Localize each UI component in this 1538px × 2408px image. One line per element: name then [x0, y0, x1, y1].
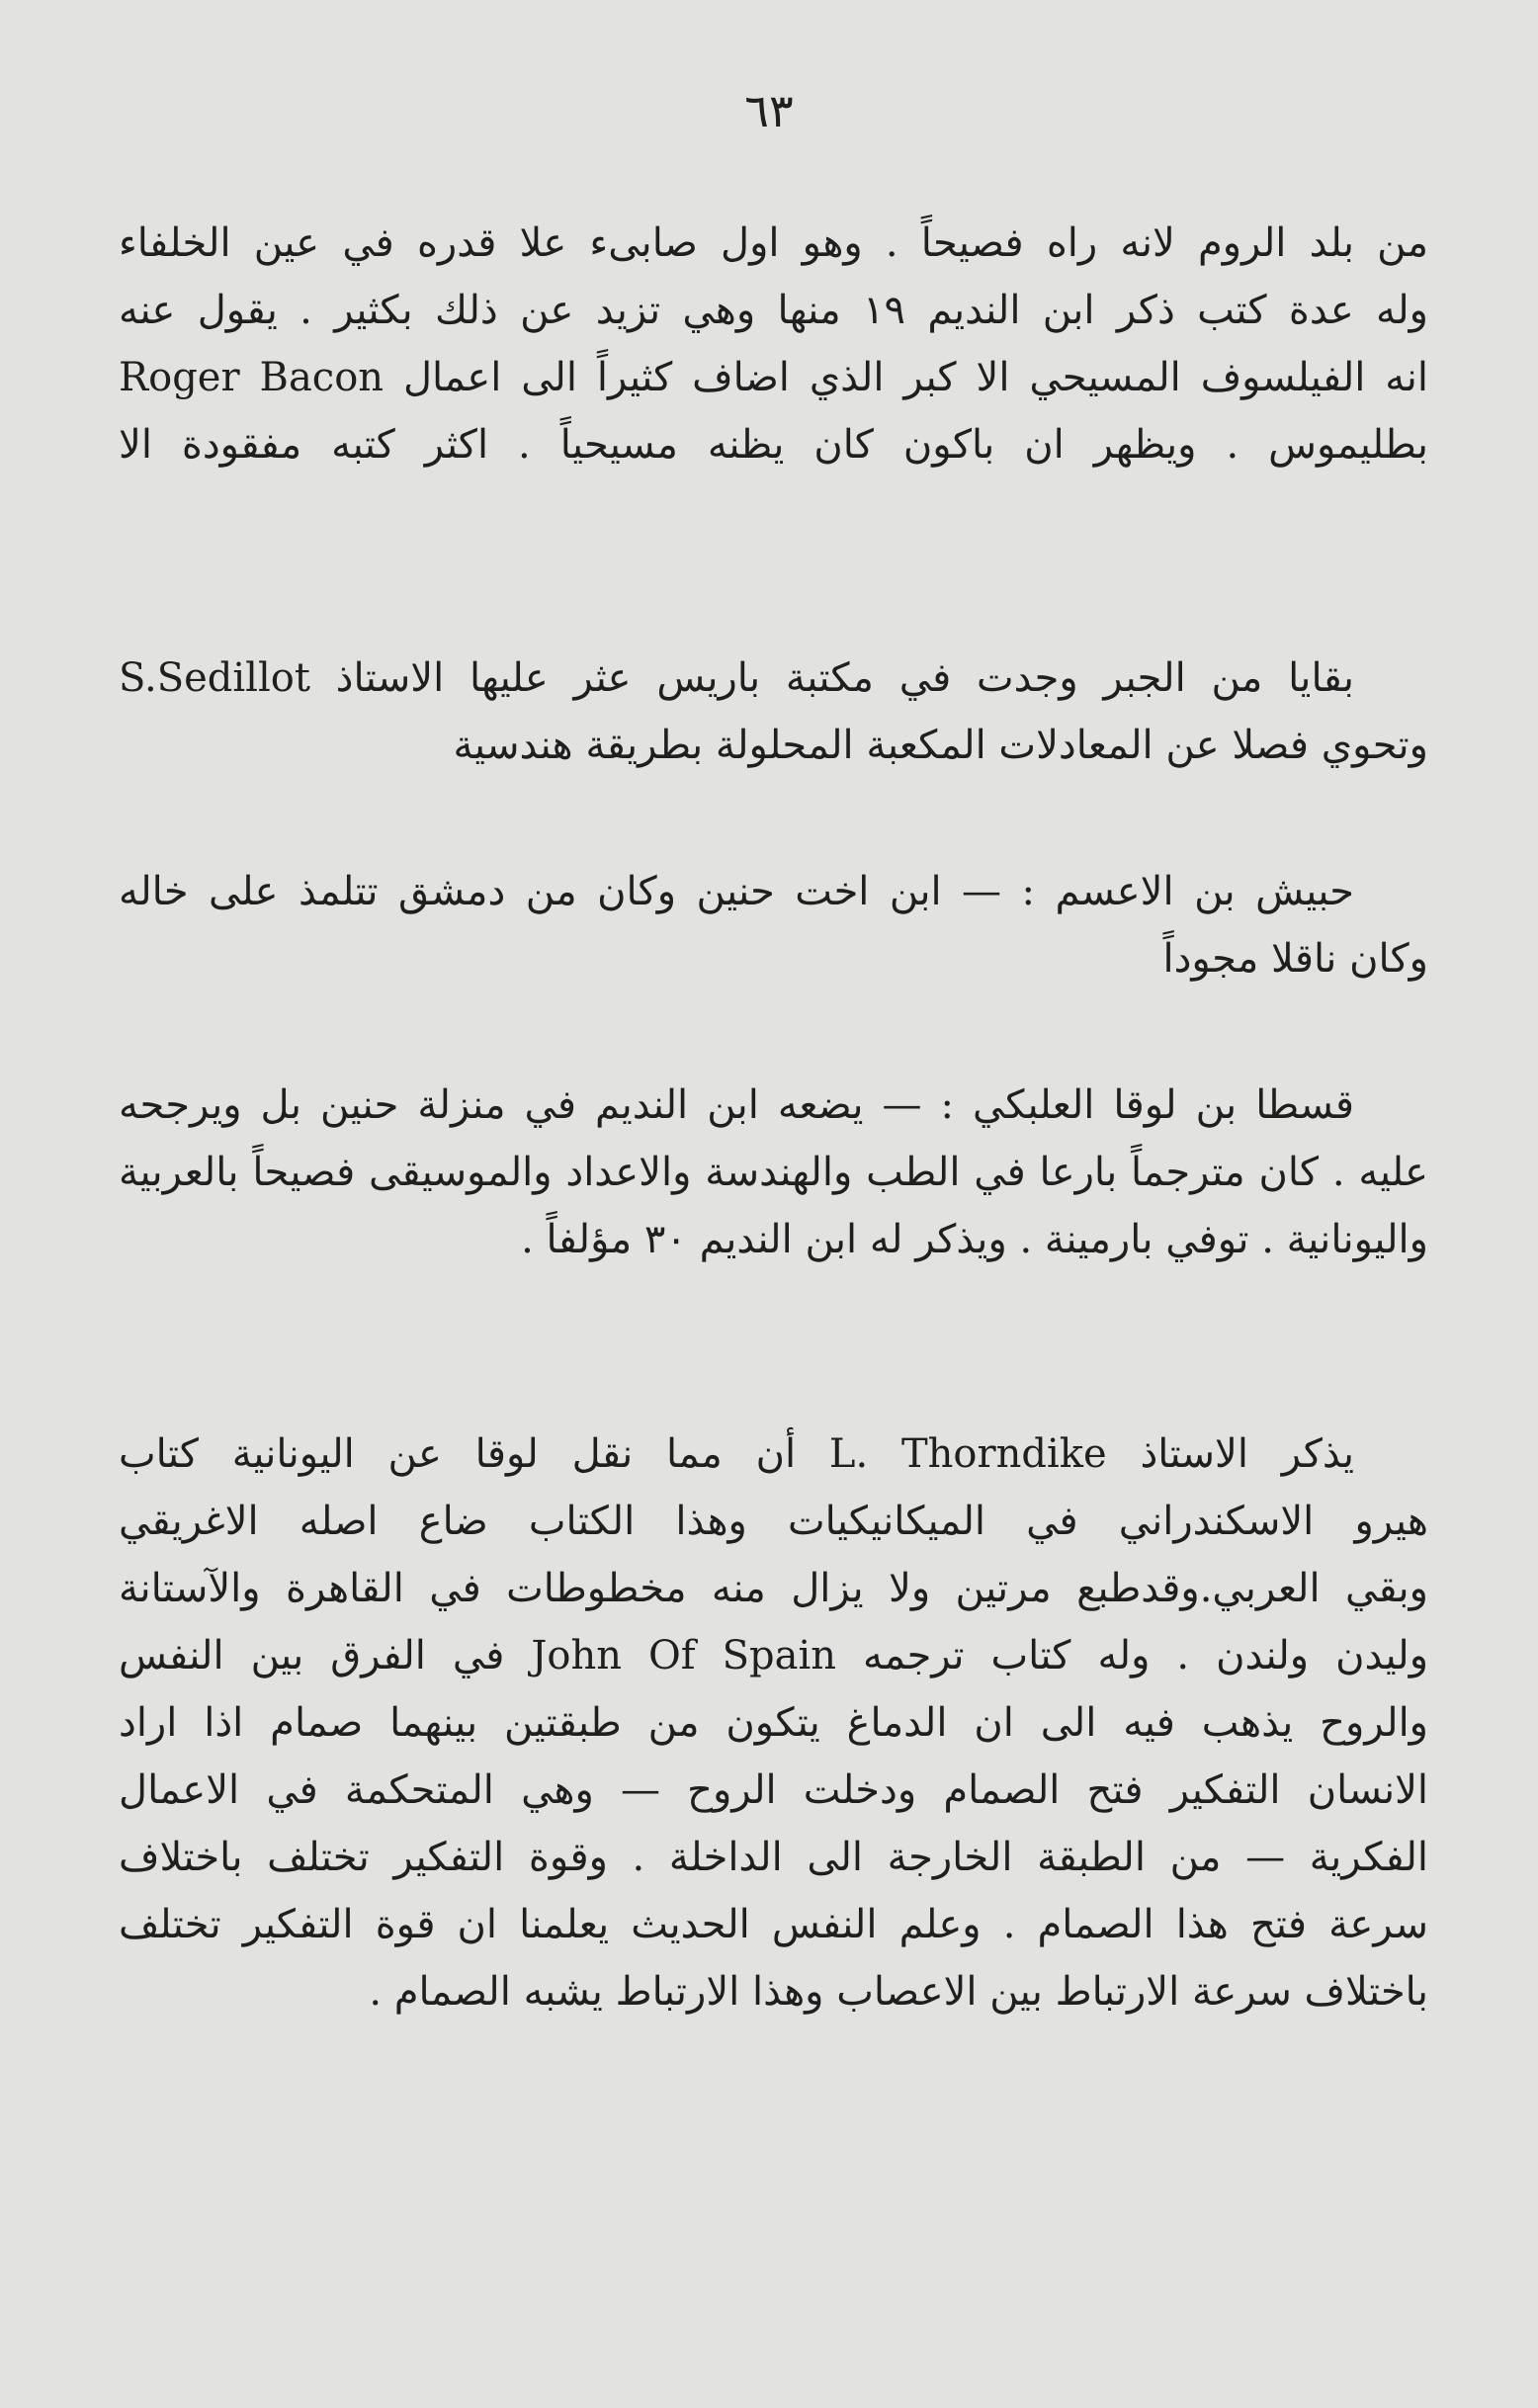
text-line: باختلاف سرعة الارتباط بين الاعصاب وهذا الارتباط يشبه الصمام .	[369, 1969, 1428, 2015]
text-line: بطليموس . ويظهر ان باكون كان يظنه مسيحياً . اكثر كتبه مفقودة الا	[119, 422, 1428, 468]
text-line: عليه . كان مترجماً بارعا في الطب والهندسة والاعداد والموسيقى فصيحاً بالعربية	[119, 1150, 1428, 1195]
text-line: الفكرية — من الطبقة الخارجة الى الداخلة . وقوة التفكير تختلف باختلاف	[119, 1835, 1428, 1880]
text-line: والروح يذهب فيه الى ان الدماغ يتكون من طبقتين بينهما صمام اذا اراد	[119, 1700, 1428, 1746]
paragraph-thorndike	[119, 1420, 1428, 2025]
paragraph-hubaysh	[119, 858, 1428, 992]
text-line: وكان ناقلا مجوداً	[1162, 936, 1428, 982]
text-line: وبقي العربي.وقدطبع مرتين ولا يزال منه مخطوطات في القاهرة والآستانة	[119, 1566, 1428, 1611]
paragraph-qusta-ibn-luqa	[119, 1072, 1428, 1273]
text-line: الانسان التفكير فتح الصمام ودخلت الروح — وهي المتحكمة في الاعمال	[119, 1767, 1428, 1813]
text-line: حبيش بن الاعسم : — ابن اخت حنين وكان من دمشق تتلمذ على خاله	[119, 869, 1354, 914]
text-line: بقايا من الجبر وجدت في مكتبة باريس عثر عليها الاستاذ S.Sedillot	[119, 655, 1354, 701]
text-line: يذكر الاستاذ L. Thorndike أن مما نقل لوقا عن اليونانية كتاب	[119, 1431, 1355, 1477]
text-line: واليونانية . توفي بارمينة . ويذكر له ابن النديم ٣٠ مؤلفاً .	[521, 1217, 1428, 1262]
text-line: سرعة فتح هذا الصمام . وعلم النفس الحديث يعلمنا ان قوة التفكير تختلف	[119, 1902, 1428, 1947]
paragraph-algebra-remnants	[119, 645, 1428, 779]
text-line: وتحوي فصلا عن المعادلات المكعبة المحلولة بطريقة هندسية	[453, 723, 1428, 768]
text-line: وله عدة كتب ذكر ابن النديم ١٩ منها وهي تزيد عن ذلك بكثير . يقول عنه	[119, 288, 1428, 333]
text-line: وليدن ولندن . وله كتاب ترجمه John Of Spain في الفرق بين النفس	[119, 1633, 1428, 1678]
page-number: ٦٣	[744, 84, 794, 137]
text-line: قسطا بن لوقا العلبكي : — يضعه ابن النديم في منزلة حنين بل ويرجحه	[119, 1082, 1354, 1128]
text-line: Roger Bacon انه الفيلسوف المسيحي الا كبر الذي اضاف كثيراً الى اعمال	[119, 355, 1428, 400]
paragraph-thabit-continued	[119, 210, 1428, 478]
text-line: هيرو الاسكندراني في الميكانيكيات وهذا الكتاب ضاع اصله الاغريقي	[119, 1499, 1428, 1544]
text-line: من بلد الروم لانه راه فصيحاً . وهو اول صابىء علا قدره في عين الخلفاء	[119, 220, 1428, 266]
